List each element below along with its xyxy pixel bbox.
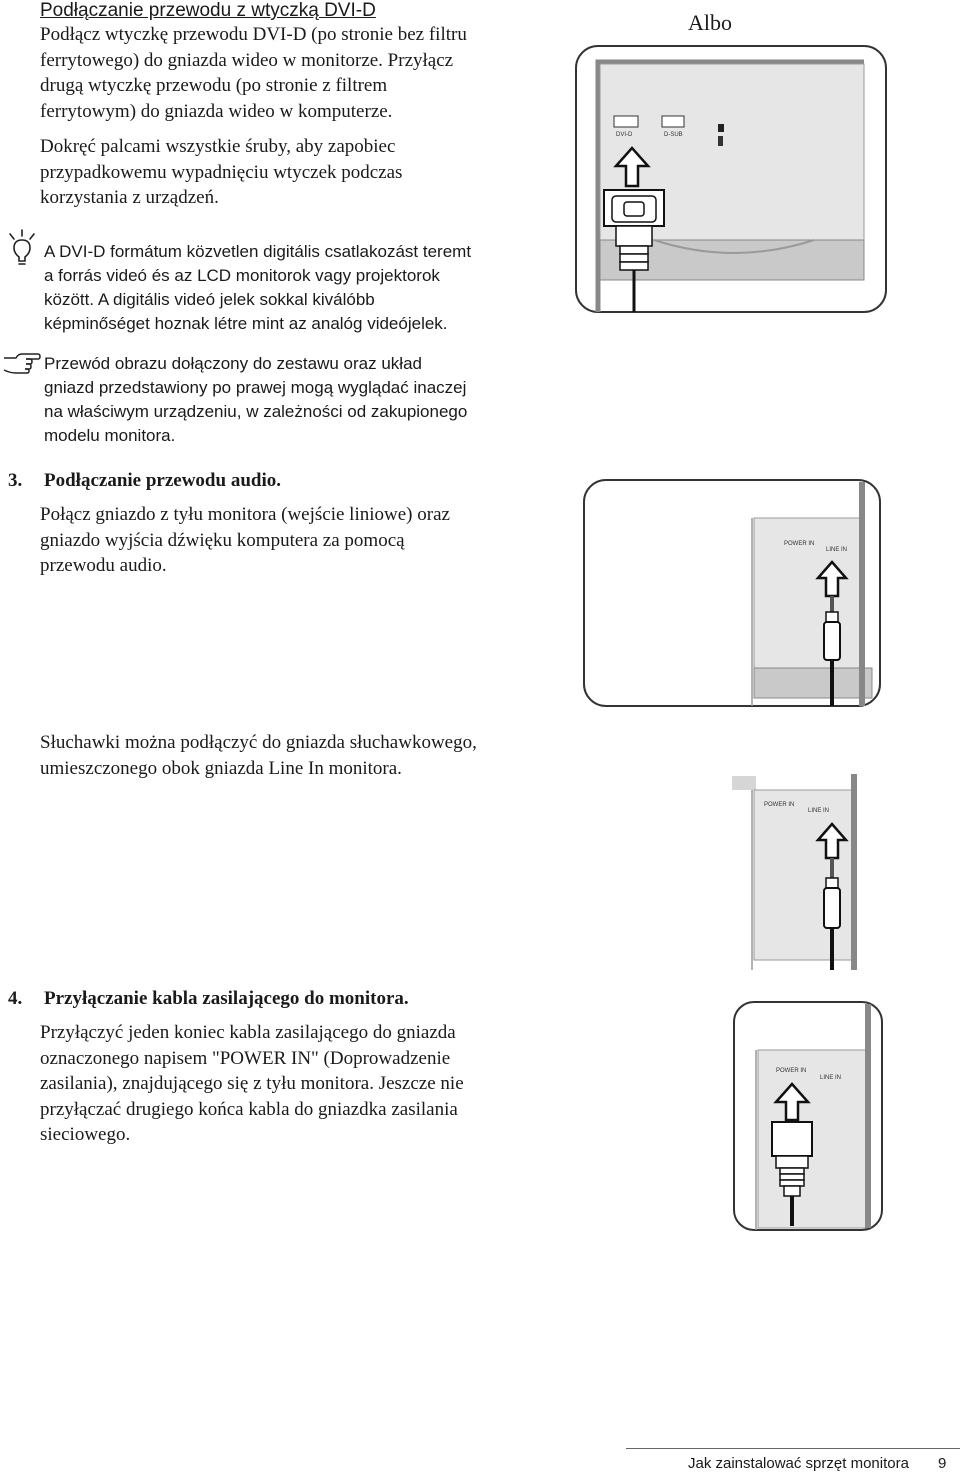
headphones-paragraph	[40, 730, 477, 781]
text-line: Przyłączyć jeden koniec kabla zasilającego do gniazda	[40, 1022, 456, 1043]
hand-note-text	[44, 352, 467, 448]
text-line: sieciowego.	[40, 1124, 131, 1145]
text-line: között. A digitális videó jelek sokkal kiválóbb	[44, 290, 375, 309]
page-number: 9	[938, 1455, 947, 1472]
text-line: Połącz gniazdo z tyłu monitora (wejście liniowe) oraz	[40, 504, 450, 525]
text-line: Przewód obrazu dołączony do zestawu oraz układ	[44, 354, 422, 373]
text-line: przypadkowemu wypadnięciu wtyczek podczas	[40, 161, 403, 183]
step4-title: Przyłączanie kabla zasilającego do monitora.	[44, 988, 409, 1009]
dvi-section-title: Podłączanie przewodu z wtyczką DVI-D	[40, 0, 376, 21]
text-line: korzystania z urządzeń.	[40, 187, 219, 208]
text-line: na właściwym urządzeniu, w zależności od zakupionego	[44, 402, 468, 421]
tip-note-text	[44, 240, 471, 336]
text-line: przyłączać drugiego końca kabla do gniazdka zasilania	[40, 1098, 458, 1120]
step3-title: Podłączanie przewodu audio.	[44, 470, 281, 491]
line-in-label: LINE IN	[826, 547, 848, 553]
text-line: umieszczonego obok gniazda Line In monitora.	[40, 757, 402, 779]
headphones-illustration	[732, 774, 872, 970]
step3-number: 3.	[8, 470, 23, 491]
power-connection-illustration	[732, 1000, 884, 1232]
pointing-hand-icon	[2, 350, 42, 376]
lightbulb-icon	[4, 228, 40, 270]
text-line: A DVI-D formátum közvetlen digitális csatlakozást teremt	[44, 242, 472, 261]
text-line: gniazd przedstawiony po prawej mogą wyglądać inaczej	[44, 378, 467, 397]
line-in-label-3: LINE IN	[820, 1075, 842, 1081]
text-line: képminőséget hoznak létre mint az analóg videójelek.	[44, 314, 448, 333]
text-line: przewodu audio.	[40, 555, 167, 576]
text-line: modelu monitora.	[44, 426, 176, 445]
dvi-connection-illustration	[574, 44, 888, 314]
footer-section-title: Jak zainstalować sprzęt monitora	[688, 1455, 909, 1472]
text-line: drugą wtyczkę przewodu (po stronie z filtrem	[40, 75, 388, 96]
albo-label: Albo	[688, 10, 732, 35]
footer-rule	[626, 1448, 960, 1449]
text-line: ferrytowego) do gniazda wideo w monitorze. Przyłącz	[40, 49, 454, 71]
step4-number: 4.	[8, 988, 23, 1009]
text-line: ferrytowym) do gniazda wideo w komputerze.	[40, 100, 393, 122]
text-line: zasilania), znajdującego się z tyłu monitora. Jeszcze nie	[40, 1073, 464, 1094]
step4-paragraph	[40, 1020, 464, 1148]
text-line: Podłącz wtyczkę przewodu DVI-D (po stronie bez filtru	[40, 24, 467, 45]
text-line: a forrás videó és az LCD monitorok vagy projektorok	[44, 266, 440, 285]
dvi-port-label: DVI-D	[616, 132, 633, 138]
step3-paragraph	[40, 502, 450, 579]
power-in-label-2: POWER IN	[764, 802, 795, 808]
text-line: oznaczonego napisem "POWER IN" (Doprowadzenie	[40, 1047, 451, 1069]
line-in-label-2: LINE IN	[808, 808, 830, 814]
power-in-label: POWER IN	[784, 541, 815, 547]
text-line: Słuchawki można podłączyć do gniazda słuchawkowego,	[40, 732, 477, 753]
audio-connection-illustration	[582, 478, 882, 708]
text-line: Dokręć palcami wszystkie śruby, aby zapobiec	[40, 136, 396, 157]
dvi-paragraph-2	[40, 134, 402, 211]
dvi-paragraph-1	[40, 22, 467, 124]
text-line: gniazdo wyjścia dźwięku komputera za pomocą	[40, 529, 405, 551]
power-in-label-3: POWER IN	[776, 1068, 807, 1074]
dsub-port-label: D-SUB	[664, 132, 683, 138]
lock-icon	[718, 124, 724, 132]
